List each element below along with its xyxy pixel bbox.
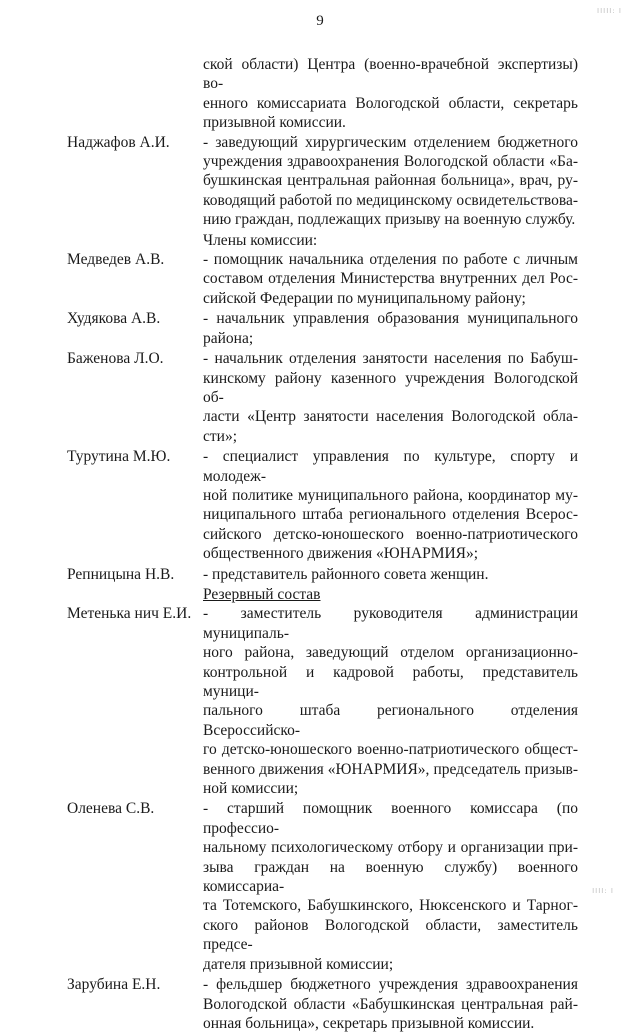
member-role	[203, 349, 578, 446]
members-heading: Члены комиссии:	[203, 231, 318, 249]
text-line: - начальник управления образования муниципального	[203, 310, 578, 328]
member-name: Оленева С.В.	[67, 800, 155, 818]
scan-mark-top: IIIII: I	[597, 7, 622, 15]
member-name: Репницына Н.В.	[67, 565, 175, 583]
text-line: - заместитель руководителя администрации муниципаль-	[203, 605, 578, 642]
text-line: - специалист управления по культуре, спорту и молодеж-	[203, 448, 578, 485]
text-line: - заведующий хирургическим отделением бюджетного	[203, 133, 578, 151]
member-role	[203, 565, 578, 584]
text-line: контрольной и кадровой работы, представитель муници-	[203, 663, 578, 700]
text-line: ласти «Центр занятости населения Вологодской обла-	[203, 408, 578, 426]
member-role	[203, 309, 578, 348]
intro-paragraph	[0, 55, 640, 133]
member-name: Наджафов А.И.	[67, 133, 170, 151]
commission-entry	[0, 799, 640, 975]
text-line: пального штаба регионального отделения Всероссийско-	[203, 702, 578, 739]
member-name: Турутина М.Ю.	[67, 448, 171, 466]
member-role	[203, 799, 578, 974]
commission-entry	[0, 250, 640, 309]
member-name: Баженова Л.О.	[67, 350, 164, 368]
text-line: венного движения «ЮНАРМИЯ», председатель призыв-	[203, 760, 578, 778]
text-line: призывной комиссии.	[203, 114, 346, 132]
text-line: зыва граждан на военную службу) военного комиссариа-	[203, 858, 578, 896]
commission-entry	[0, 309, 640, 349]
commission-entry	[0, 565, 640, 585]
scan-mark-bottom: IIII: I	[592, 886, 614, 895]
text-line: ной комиссии;	[203, 780, 299, 798]
text-line: кинскому району казенного учреждения Вологодской об-	[203, 369, 578, 406]
reserve-list	[0, 604, 640, 1034]
member-name: Медведев А.В.	[67, 251, 165, 269]
text-line: онная больница», секретарь призывной комиссии.	[203, 1014, 535, 1032]
text-line: бушкинская центральная районная больница», врач, ру-	[203, 172, 578, 190]
text-line: та Тотемского, Бабушкинского, Нюксенского и Тарног-	[203, 897, 578, 915]
intro-text	[203, 55, 578, 133]
document-body	[0, 55, 640, 1034]
member-name: Худякова А.В.	[67, 310, 161, 328]
commission-entry	[0, 604, 640, 799]
text-line: Вологодской области «Бабушкинская центральная рай-	[203, 995, 578, 1013]
text-line: ководящий работой по медицинскому освидетельствова-	[203, 191, 578, 209]
commission-entry	[0, 975, 640, 1034]
text-line: сти»;	[203, 427, 238, 445]
text-line: ского районов Вологодской области, заместитель предсе-	[203, 916, 578, 954]
member-role	[203, 447, 578, 563]
commission-entry	[0, 349, 640, 447]
text-line: дателя призывной комиссии;	[203, 955, 394, 973]
page-number: 9	[316, 13, 324, 29]
text-line: нальному психологическому отбору и организации при-	[203, 839, 578, 857]
text-line: - фельдшер бюджетного учреждения здравоохранения	[203, 976, 578, 994]
text-line: - помощник начальника отделения по работе с личным	[203, 251, 578, 269]
commission-entry	[0, 133, 640, 231]
chairman-block	[0, 133, 640, 231]
text-line: - начальник отделения занятости населения по Бабуш-	[203, 350, 578, 368]
member-name: Зарубина Е.Н.	[67, 976, 161, 994]
commission-entry	[0, 447, 640, 564]
text-line: - представитель районного совета женщин.	[203, 565, 489, 583]
text-line: сийской Федерации по муниципальному району;	[203, 289, 526, 307]
member-name: Метенька нич Е.И.	[67, 605, 192, 623]
text-line: нию граждан, подлежащих призыву на военную службу.	[203, 211, 576, 229]
text-line: учреждения здравоохранения Вологодской области «Ба-	[203, 153, 578, 171]
text-line: енного комиссариата Вологодской области, секретарь	[203, 94, 578, 112]
reserve-heading: Резервный состав	[203, 585, 321, 603]
text-line: - старший помощник военного комиссара (по профессио-	[203, 800, 578, 837]
member-role	[203, 975, 578, 1033]
text-line: составом отделения Министерства внутренних дел Рос-	[203, 270, 578, 288]
text-line: общественного движения «ЮНАРМИЯ»;	[203, 545, 479, 563]
text-line: ской области) Центра (военно-врачебной экспертизы) во-	[203, 56, 578, 93]
member-role	[203, 133, 578, 230]
text-line: ной политике муниципального района, координатор му-	[203, 486, 578, 504]
text-line: сийского детско-юношеского военно-патриотического	[203, 525, 578, 543]
members-list	[0, 250, 640, 585]
text-line: ного района, заведующий отделом организационно-	[203, 644, 578, 662]
text-line: ниципального штаба регионального отделения Всерос-	[203, 506, 578, 524]
member-role	[203, 250, 578, 308]
text-line: го детско-юношеского военно-патриотического общест-	[203, 741, 578, 759]
text-line: района;	[203, 329, 254, 347]
member-role	[203, 604, 578, 798]
